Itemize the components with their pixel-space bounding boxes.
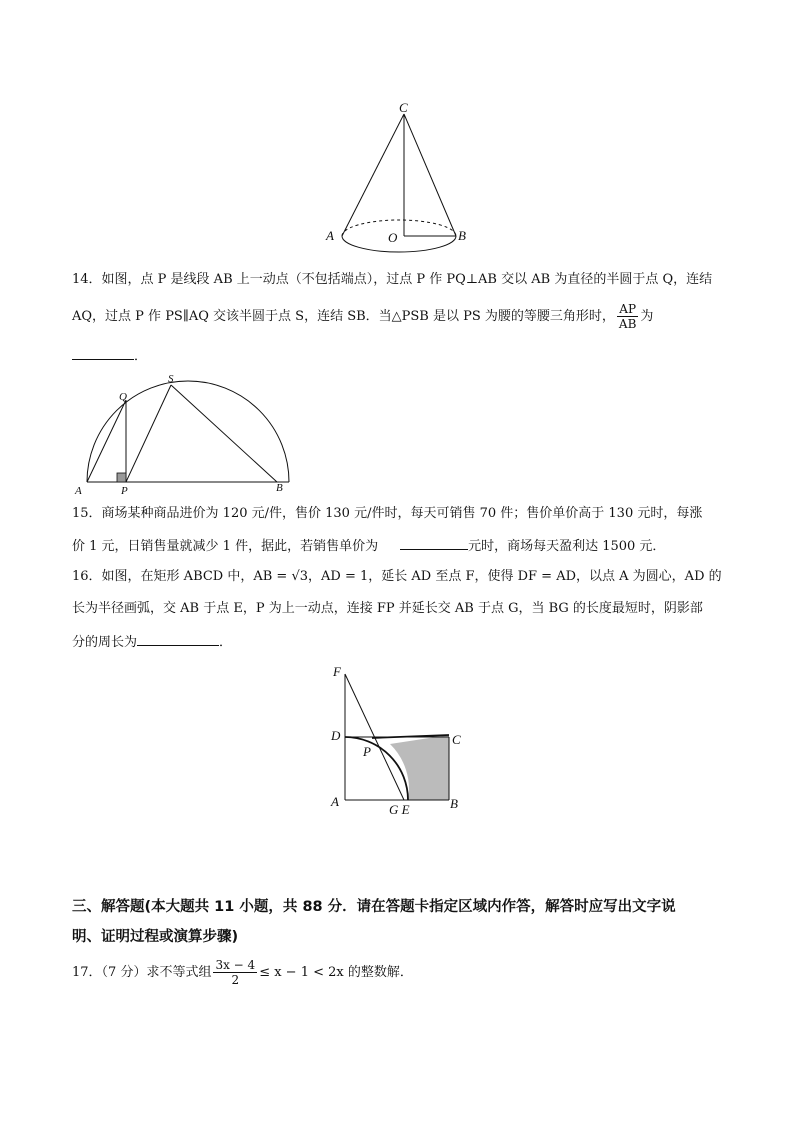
cone-figure [320, 100, 480, 250]
semicircle-figure [70, 370, 300, 500]
q14-line-1: 14．如图，点 P 是线段 AB 上一动点（不包括端点），过点 P 作 PQ⊥AB 交以 AB 为直径的半圆于点 Q，连结 [72, 272, 713, 287]
semicircle-label-Q: Q [119, 391, 127, 403]
q17-fraction-numerator: 3x − 4 [215, 958, 256, 972]
q15-line-2-tail: 元时，商场每天盈利达 1500 元． [468, 539, 666, 554]
semicircle-label-S: S [168, 373, 174, 385]
q17-fraction-denominator: 2 [231, 973, 240, 987]
section-3-heading-line-2: 明、证明过程或演算步骤) [72, 929, 239, 945]
q17-text: 17．（7 分）求不等式组 [72, 965, 212, 980]
q15-answer-blank[interactable] [400, 536, 468, 550]
cone-label-O: O [388, 230, 398, 245]
rectangle-label-D: D [331, 728, 341, 743]
q15-line-2-text: 价 1 元，日销售量就减少 1 件，据此，若销售单价为 [72, 539, 379, 554]
q16-line-3 [72, 632, 732, 652]
q14-fraction-numerator: AP [617, 302, 638, 317]
semicircle-label-A: A [75, 485, 82, 497]
q17-fraction [213, 958, 257, 987]
q16-line-2: 长为半径画弧，交 AB 于点 E，P 为上一动点，连接 FP 并延长交 AB 于点 G，当 BG 的长度最短时，阴影部 [72, 601, 703, 616]
q15-line-1: 15．商场某种商品进价为 120 元/件，售价 130 元/件时，每天可销售 70 件；售价单价高于 130 元时，每涨 [72, 506, 703, 521]
section-3-heading-line-1: 三、解答题(本大题共 11 小题，共 88 分．请在答题卡指定区域内作答，解答时应写出文字说 [72, 899, 676, 915]
cone-label-C: C [399, 100, 408, 115]
rectangle-label-P: P [363, 744, 371, 759]
semicircle-label-P: P [121, 485, 128, 497]
q17-tail: ≤ x − 1 < 2x 的整数解． [259, 965, 413, 980]
q15-line-2 [72, 536, 732, 556]
cone-label-B: B [458, 228, 466, 243]
q14-line-2 [72, 302, 732, 331]
q14-line-2-text: AQ，过点 P 作 PS∥AQ 交该半圆于点 S，连结 SB．当△PSB 是以 PS 为腰的等腰三角形时， [72, 309, 615, 324]
rectangle-label-F: F [333, 664, 341, 679]
q14-line-3-tail: ． [134, 349, 148, 364]
q14-line-2-tail: 为 [640, 309, 654, 324]
semicircle-label-B: B [276, 482, 283, 494]
q14-fraction-denominator: AB [618, 317, 637, 331]
q16-line-3-text: 分的周长为 [72, 635, 138, 650]
q14-line-3 [72, 346, 732, 366]
q14-answer-blank[interactable] [72, 346, 134, 360]
rectangle-label-B: B [450, 796, 458, 811]
q16-line-1: 16．如图，在矩形 ABCD 中，AB = √3，AD = 1，延长 AD 至点 F，使得 DF = AD，以点 A 为圆心，AD 的 [72, 569, 722, 584]
rectangle-label-GE: G E [389, 802, 410, 817]
rectangle-label-A: A [331, 794, 339, 809]
cone-label-A: A [326, 228, 334, 243]
q14-fraction [617, 302, 638, 331]
rectangle-figure [325, 660, 475, 820]
q16-answer-blank[interactable] [137, 632, 219, 646]
q16-line-3-tail: ． [219, 635, 233, 650]
rectangle-label-C: C [452, 732, 461, 747]
q17-line [72, 958, 732, 987]
